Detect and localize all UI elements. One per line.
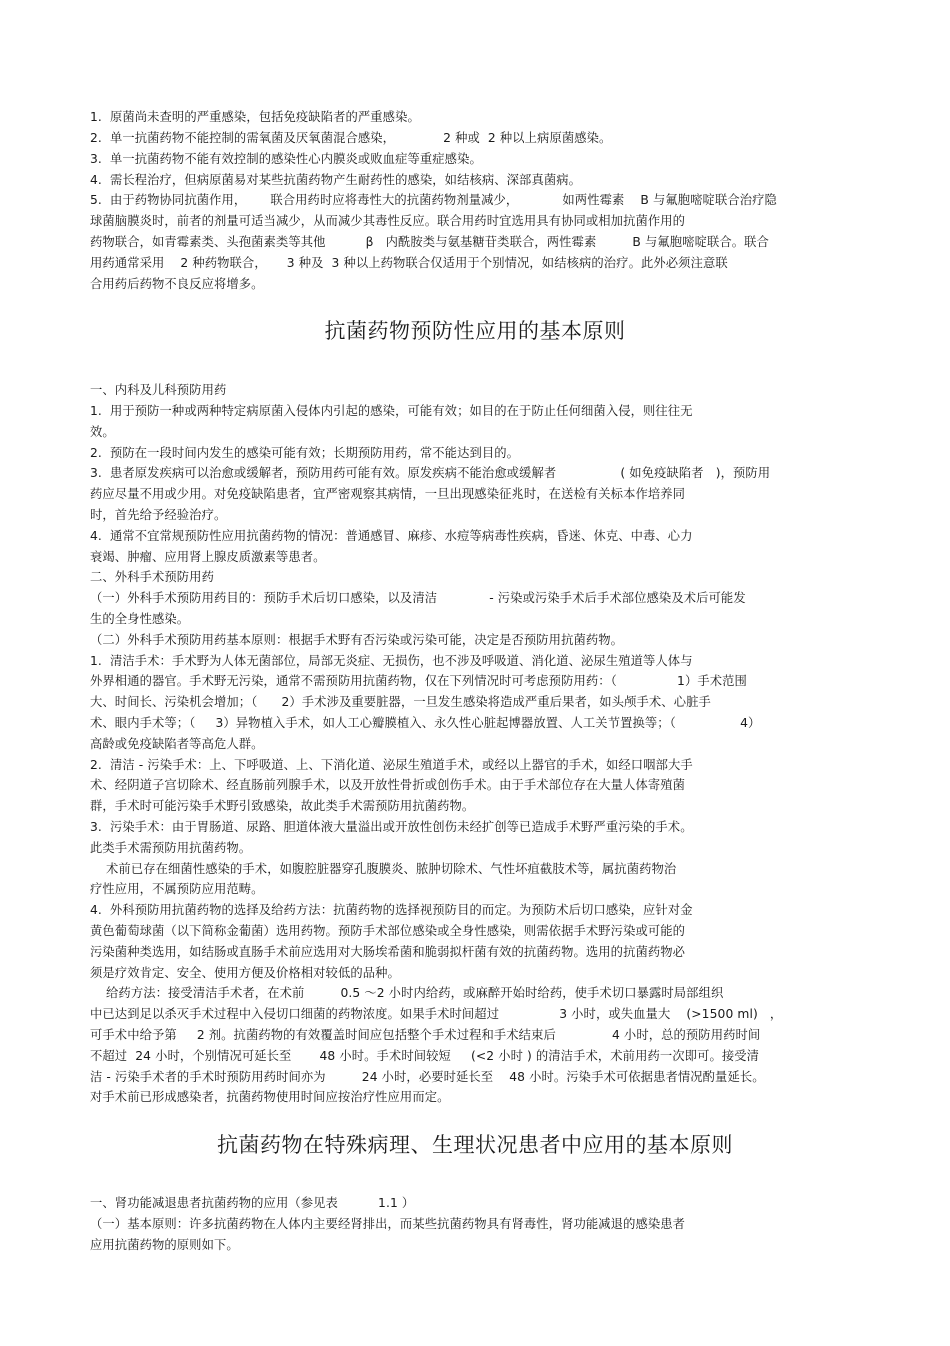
text-line: 2. 预防在一段时间内发生的感染可能有效；长期预防用药，常不能达到目的。 — [90, 446, 520, 460]
text-line: 外界相通的器官。手术野无污染，通常不需预防用抗菌药物，仅在下列情况时可考虑预防用药：（ 1）手术范围 — [90, 674, 747, 688]
text-line: 洁 - 污染手术者的手术时预防用药时间亦为 24 小时，必要时延长至 48 小时。污染手术可依据患者情况酌量延长。 — [90, 1070, 765, 1084]
text-line: 2. 清洁 - 污染手术：上、下呼吸道、上、下消化道、泌尿生殖道手术，或经以上器官的手术，如经口咽部大手 — [90, 758, 693, 772]
text-line: 对手术前已形成感染者，抗菌药物使用时间应按治疗性应用而定。 — [90, 1090, 450, 1104]
text-line: 黄色葡萄球菌（以下简称金葡菌）选用药物。预防手术部位感染或全身性感染，则需依据手术野污染或可能的 — [90, 924, 686, 938]
text-line: 3. 单一抗菌药物不能有效控制的感染性心内膜炎或败血症等重症感染。 — [90, 152, 482, 166]
text-line: （一）外科手术预防用药目的：预防手术后切口感染，以及清洁 - 污染或污染手术后手术部位感染及术后可能发 — [90, 591, 746, 605]
text-line: 衰竭、肿瘤、应用肾上腺皮质激素等患者。 — [90, 550, 326, 564]
text-line: 球菌脑膜炎时，前者的剂量可适当减少，从而减少其毒性反应。联合用药时宜选用具有协同或相加抗菌作用的 — [90, 214, 686, 228]
text-line: （二）外科手术预防用药基本原则：根据手术野有否污染或污染可能，决定是否预防用抗菌药物。 — [90, 633, 624, 647]
text-line: 用药通常采用 2 种药物联合， 3 种及 3 种以上药物联合仅适用于个别情况，如结核病的治疗。此外必须注意联 — [90, 256, 728, 270]
text-line: 药物联合，如青霉素类、头孢菌素类等其他 β 内酰胺类与氨基糖苷类联合，两性霉素 B 与氟胞嘧啶联合。联合 — [90, 235, 769, 249]
section-heading: 抗菌药物预防性应用的基本原则 — [324, 319, 626, 343]
text-line: 大、时间长、污染机会增加；（ 2）手术涉及重要脏器，一旦发生感染将造成严重后果者，如头颅手术、心脏手 — [90, 695, 711, 709]
text-line: 须是疗效肯定、安全、使用方便及价格相对较低的品种。 — [90, 966, 400, 980]
text-line: 此类手术需预防用抗菌药物。 — [90, 841, 252, 855]
text-line: 术、眼内手术等；（ 3）异物植入手术，如人工心瓣膜植入、永久性心脏起博器放置、人工关节置换等；（ 4） — [90, 716, 761, 730]
text-line: 2. 单一抗菌药物不能控制的需氧菌及厌氧菌混合感染， 2 种或 2 种以上病原菌感染。 — [90, 131, 612, 145]
text-line: 5. 由于药物协同抗菌作用， 联合用药时应将毒性大的抗菌药物剂量减少， 如两性霉素 B 与氟胞嘧啶联合治疗隐 — [90, 193, 777, 207]
text-line: 1. 原菌尚未查明的严重感染，包括免疫缺陷者的严重感染。 — [90, 110, 420, 124]
text-line: 不超过 24 小时，个别情况可延长至 48 小时。手术时间较短 (<2 小时 ) 的清洁手术，术前用药一次即可。接受清 — [90, 1049, 760, 1063]
text-line: 生的全身性感染。 — [90, 612, 190, 626]
subsection-heading: 一、内科及儿科预防用药 — [90, 383, 227, 397]
text-line: 可手术中给予第 2 剂。抗菌药物的有效覆盖时间应包括整个手术过程和手术结束后 4 小时，总的预防用药时间 — [90, 1028, 761, 1042]
text-line: 4. 外科预防用抗菌药物的选择及给药方法：抗菌药物的选择视预防目的而定。为预防术后切口感染，应针对金 — [90, 903, 693, 917]
text-line: 效。 — [90, 425, 115, 439]
text-line: 药应尽量不用或少用。对免疫缺陷患者，宜严密观察其病情，一旦出现感染征兆时，在送检有关标本作培养同 — [90, 487, 686, 501]
text-line: 1. 清洁手术：手术野为人体无菌部位，局部无炎症、无损伤，也不涉及呼吸道、消化道、泌尿生殖道等人体与 — [90, 654, 693, 668]
subsection-heading: 一、肾功能减退患者抗菌药物的应用（参见表 1.1 ） — [90, 1196, 415, 1210]
text-line: 高龄或免疫缺陷者等高危人群。 — [90, 737, 264, 751]
text-line: 污染菌种类选用，如结肠或直肠手术前应选用对大肠埃希菌和脆弱拟杆菌有效的抗菌药物。选用的抗菌药物必 — [90, 945, 686, 959]
text-line: 疗性应用，不属预防应用范畴。 — [90, 882, 264, 896]
text-line: 应用抗菌药物的原则如下。 — [90, 1238, 239, 1252]
text-line: 术前已存在细菌性感染的手术，如腹腔脏器穿孔腹膜炎、脓肿切除术、气性坏疽截肢术等，属抗菌药物治 — [90, 862, 677, 876]
text-line: 1. 用于预防一种或两种特定病原菌入侵体内引起的感染，可能有效；如目的在于防止任何细菌入侵，则往往无 — [90, 404, 693, 418]
text-line: 4. 需长程治疗，但病原菌易对某些抗菌药物产生耐药性的感染，如结核病、深部真菌病。 — [90, 173, 582, 187]
text-line: （一）基本原则：许多抗菌药物在人体内主要经肾排出，而某些抗菌药物具有肾毒性，肾功能减退的感染患者 — [90, 1217, 686, 1231]
section-heading: 抗菌药物在特殊病理、生理状况患者中应用的基本原则 — [217, 1133, 733, 1157]
text-line: 给药方法：接受清洁手术者，在术前 0.5 ～2 小时内给药，或麻醉开始时给药，使手术切口暴露时局部组织 — [90, 986, 724, 1000]
subsection-heading: 二、外科手术预防用药 — [90, 570, 214, 584]
text-line: 3. 患者原发疾病可以治愈或缓解者，预防用药可能有效。原发疾病不能治愈或缓解者 ( 如免疫缺陷者 )，预防用 — [90, 466, 771, 480]
text-line: 4. 通常不宜常规预防性应用抗菌药物的情况：普通感冒、麻疹、水痘等病毒性疾病，昏迷、休克、中毒、心力 — [90, 529, 693, 543]
text-line: 3. 污染手术：由于胃肠道、尿路、胆道体液大量溢出或开放性创伤未经扩创等已造成手术野严重污染的手术。 — [90, 820, 693, 834]
text-line: 中已达到足以杀灭手术过程中入侵切口细菌的药物浓度。如果手术时间超过 3 小时，或失血量大 (>1500 ml) ， — [90, 1007, 783, 1021]
text-line: 时，首先给予经验治疗。 — [90, 508, 227, 522]
text-line: 合用药后药物不良反应将增多。 — [90, 277, 264, 291]
text-line: 术、经阴道子宫切除术、经直肠前列腺手术，以及开放性骨折或创伤手术。由于手术部位存在大量人体寄殖菌 — [90, 778, 686, 792]
text-line: 群，手术时可能污染手术野引致感染，故此类手术需预防用抗菌药物。 — [90, 799, 475, 813]
